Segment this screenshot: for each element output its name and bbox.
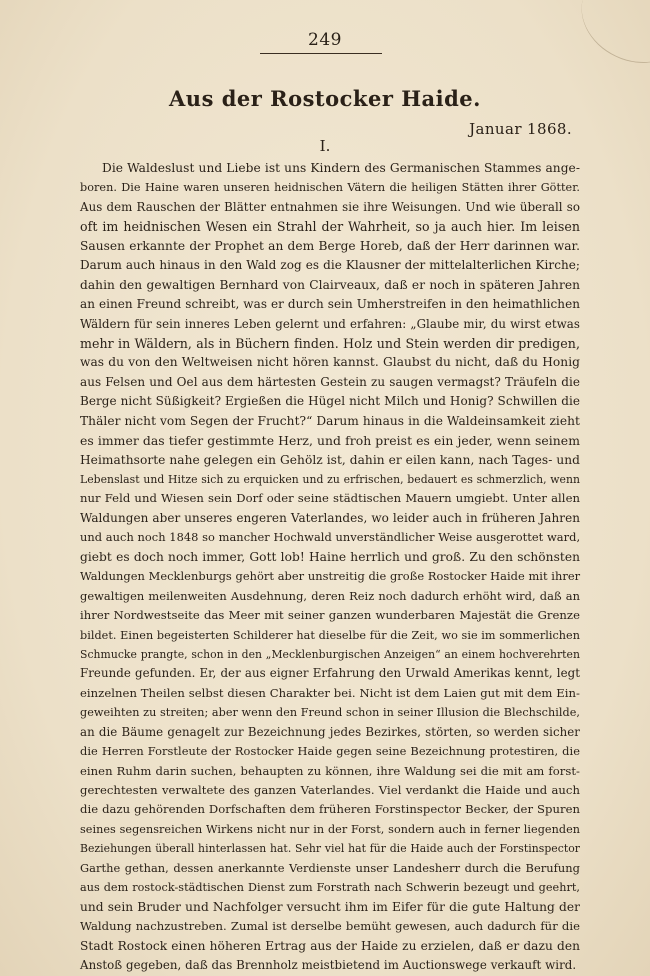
text-line: Beziehungen überall hinterlassen hat. Sehr viel hat für die Haide auch der Forstinspector <box>80 842 580 856</box>
text-line: dahin den gewaltigen Bernhard von Clairveaux, daß er noch in späteren Jahren <box>80 277 580 292</box>
text-line: die Herren Forstleute der Rostocker Haide gegen seine Bezeichnung protestiren, die <box>80 744 580 759</box>
text-line: aus dem rostock-städtischen Dienst zum Forstrath nach Schwerin bezeugt und geehrt, <box>80 881 580 895</box>
text-line: geweihten zu streiten; aber wenn den Freund schon in seiner Illusion die Blechschilde, <box>80 706 580 720</box>
text-line: bildet. Einen begeisterten Schilderer hat dieselbe für die Zeit, wo sie im sommerlichen <box>80 628 580 642</box>
text-line: was du von den Weltweisen nicht hören kannst. Glaubst du nicht, daß du Honig <box>80 355 580 370</box>
page-number: 249 <box>308 30 342 50</box>
text-line: Wäldern für sein inneres Leben gelernt und erfahren: „Glaube mir, du wirst etwas <box>80 316 580 331</box>
article-date: Januar 1868. <box>469 120 572 138</box>
text-line: Lebenslast und Hitze sich zu erquicken und zu erfrischen, bedauert es schmerzlich, wenn <box>80 473 580 486</box>
article-title: Aus der Rostocker Haide. <box>169 86 481 111</box>
body-text <box>80 159 580 975</box>
text-line: giebt es doch noch immer, Gott lob! Haine herrlich und groß. Zu den schönsten <box>80 549 580 564</box>
header-rule <box>260 53 382 54</box>
text-line: einen Ruhm darin suchen, behaupten zu können, ihre Waldung sei die mit am forst- <box>80 763 580 778</box>
text-line: die dazu gehörenden Dorfschaften dem früheren Forstinspector Becker, der Spuren <box>80 802 580 817</box>
text-line: gerechtesten verwaltete des ganzen Vaterlandes. Viel verdankt die Haide und auch <box>80 783 580 797</box>
text-line: Sausen erkannte der Prophet an dem Berge Horeb, daß der Herr darinnen war. <box>80 238 580 253</box>
text-line: Die Waldeslust und Liebe ist uns Kindern des Germanischen Stammes ange- <box>102 161 580 175</box>
text-line: nur Feld und Wiesen sein Dorf oder seine städtischen Mauern umgiebt. Unter allen <box>80 491 580 506</box>
section-number: I. <box>319 137 331 155</box>
text-line: mehr in Wäldern, als in Büchern finden. Holz und Stein werden dir predigen, <box>80 335 580 351</box>
text-line: und auch noch 1848 so mancher Hochwald unverständlicher Weise ausgerottet ward, <box>80 530 581 545</box>
text-line: es immer das tiefer gestimmte Herz, und froh preist es ein jeder, wenn seinem <box>80 433 580 449</box>
text-line: Garthe gethan, dessen anerkannte Verdienste unser Landesherr durch die Berufung <box>80 860 580 875</box>
text-line: Aus dem Rauschen der Blätter entnahmen sie ihre Weisungen. Und wie überall so <box>80 199 580 214</box>
text-line: Berge nicht Süßigkeit? Ergießen die Hügel nicht Milch und Honig? Schwillen die <box>80 394 580 409</box>
text-line: und sein Bruder und Nachfolger versucht ihm im Eifer für die gute Haltung der <box>80 899 580 914</box>
text-line: aus Felsen und Oel aus dem härtesten Gestein zu saugen vermagst? Träufeln die <box>80 374 580 389</box>
text-line: Waldung nachzustreben. Zumal ist derselbe bemüht gewesen, auch dadurch für die <box>80 919 580 934</box>
text-line: einzelnen Theilen selbst diesen Charakter bei. Nicht ist dem Laien gut mit dem Ein- <box>80 685 580 700</box>
text-line: Waldungen Mecklenburgs gehört aber unstreitig die große Rostocker Haide mit ihrer <box>80 569 581 584</box>
text-line: Thäler nicht vom Segen der Frucht?“ Darum hinaus in die Waldeinsamkeit zieht <box>80 413 580 428</box>
text-line: gewaltigen meilenweiten Ausdehnung, deren Reiz noch dadurch erhöht wird, daß an <box>80 588 580 603</box>
text-line: seines segensreichen Wirkens nicht nur in der Forst, sondern auch in ferner liegenden <box>80 822 580 836</box>
text-line: an die Bäume genagelt zur Bezeichnung jedes Bezirkes, störten, so werden sicher <box>80 724 580 739</box>
text-line: an einen Freund schreibt, was er durch sein Umherstreifen in den heimathlichen <box>80 297 580 312</box>
text-line: Darum auch hinaus in den Wald zog es die Klausner der mittelalterlichen Kirche; <box>80 258 580 273</box>
text-line: oft im heidnischen Wesen ein Strahl der Wahrheit, so ja auch hier. Im leisen <box>80 219 580 235</box>
text-line: Freunde gefunden. Er, der aus eigner Erfahrung den Urwald Amerikas kennt, legt <box>80 666 580 681</box>
text-line: Waldungen aber unseres engeren Vaterlandes, wo leider auch in früheren Jahren <box>80 510 580 525</box>
text-line: Heimathsorte nahe gelegen ein Gehölz ist, dahin er eilen kann, nach Tages- und <box>80 452 580 467</box>
text-line: ihrer Nordwestseite das Meer mit seiner ganzen wunderbaren Majestät die Grenze <box>80 608 580 623</box>
text-line: boren. Die Haine waren unseren heidnischen Vätern die heiligen Stätten ihrer Götter. <box>80 181 580 195</box>
text-line: Anstoß gegeben, daß das Brennholz meistbietend im Auctionswege verkauft wird. <box>80 957 577 972</box>
text-line: Schmucke prangte, schon in den „Mecklenburgischen Anzeigen“ an einem hochverehrten <box>80 647 580 661</box>
text-line: Stadt Rostock einen höheren Ertrag aus der Haide zu erzielen, daß er dazu den <box>80 938 580 953</box>
